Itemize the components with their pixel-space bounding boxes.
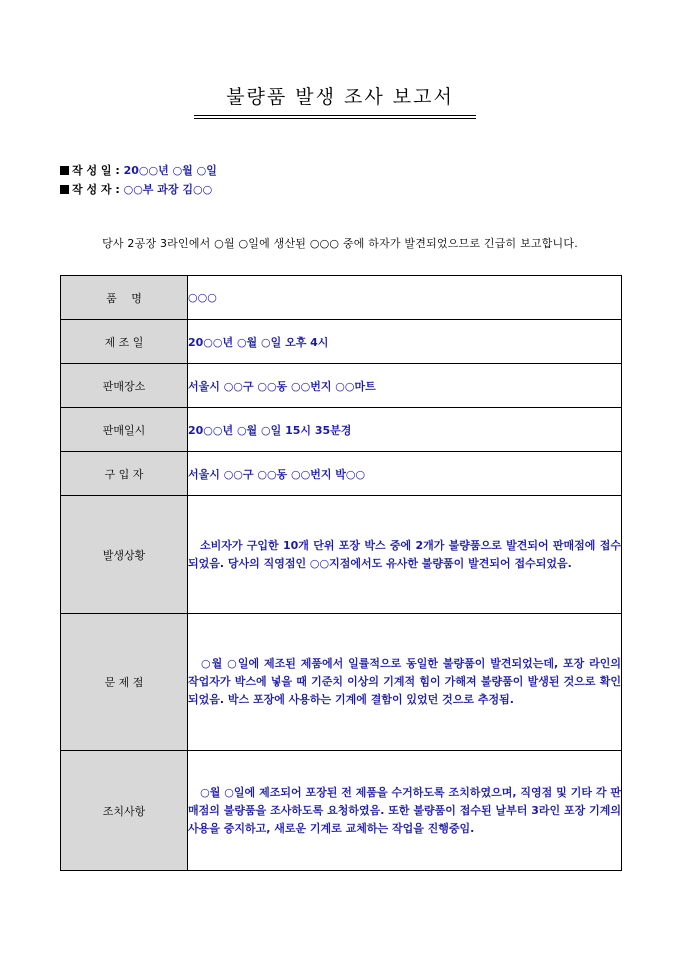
meta-date-label: 작 성 일 : — [72, 164, 124, 177]
row-label: 제 조 일 — [61, 320, 188, 364]
row-value: 소비자가 구입한 10개 단위 포장 박스 중에 2개가 불량품으로 발견되어 판매점에 접수되었음. 당사의 직영점인 ○○지점에서도 유사한 불량품이 발견되어 접수되었음. — [188, 538, 621, 570]
table-row — [61, 751, 622, 871]
row-value-paragraph — [188, 614, 622, 751]
intro-text: 당사 2공장 3라인에서 ○월 ○일에 생산된 ○○○ 중에 하자가 발견되었으므로 긴급히 보고합니다. — [102, 237, 578, 250]
meta-date — [60, 162, 217, 178]
table-row — [61, 614, 622, 751]
row-value: ○○○ — [188, 276, 622, 320]
row-label: 문 제 점 — [61, 614, 188, 751]
square-bullet-icon — [60, 185, 69, 194]
page-title: 불량품 발생 조사 보고서 — [226, 86, 454, 108]
title-underline-top — [194, 115, 476, 116]
table-row — [61, 496, 622, 614]
row-label: 발생상황 — [61, 496, 188, 614]
square-bullet-icon — [60, 166, 69, 175]
table-row — [61, 364, 622, 408]
meta-author-label: 작 성 자 : — [72, 183, 124, 196]
row-value: 서울시 ○○구 ○○동 ○○번지 ○○마트 — [188, 364, 622, 408]
row-label: 구 입 자 — [61, 452, 188, 496]
row-value: 20○○년 ○월 ○일 오후 4시 — [188, 320, 622, 364]
title-underline-bottom — [194, 118, 476, 119]
row-value: 서울시 ○○구 ○○동 ○○번지 박○○ — [188, 452, 622, 496]
table-row — [61, 452, 622, 496]
row-value-paragraph — [188, 751, 622, 871]
meta-date-value: 20○○년 ○월 ○일 — [123, 164, 217, 177]
meta-author-value: ○○부 과장 김○○ — [123, 183, 213, 196]
row-value: 20○○년 ○월 ○일 15시 35분경 — [188, 408, 622, 452]
row-value-paragraph — [188, 496, 622, 614]
meta-author — [60, 181, 212, 197]
table-row — [61, 320, 622, 364]
row-label: 품 명 — [61, 276, 188, 320]
row-label: 판매장소 — [61, 364, 188, 408]
report-table — [60, 275, 622, 871]
row-value: ○월 ○일에 제조되어 포장된 전 제품을 수거하도록 조치하였으며, 직영점 및 기타 각 판매점의 불량품을 조사하도록 요청하였음. 또한 불량품이 접수된 날부터 3라인 포장 기계의 사용을 중지하고, 새로운 기계로 교체하는 작업을 진행중임. — [188, 785, 621, 835]
row-value: ○월 ○일에 제조된 제품에서 일률적으로 동일한 불량품이 발견되었는데, 포장 라인의 작업자가 박스에 넣을 때 기준치 이상의 기계적 힘이 가해져 불량품이 발생된 것으로 확인되었음. 박스 포장에 사용하는 기계에 결함이 있었던 것으로 추정됨. — [188, 657, 621, 706]
table-row — [61, 276, 622, 320]
row-label: 판매일시 — [61, 408, 188, 452]
row-label: 조치사항 — [61, 751, 188, 871]
table-row — [61, 408, 622, 452]
